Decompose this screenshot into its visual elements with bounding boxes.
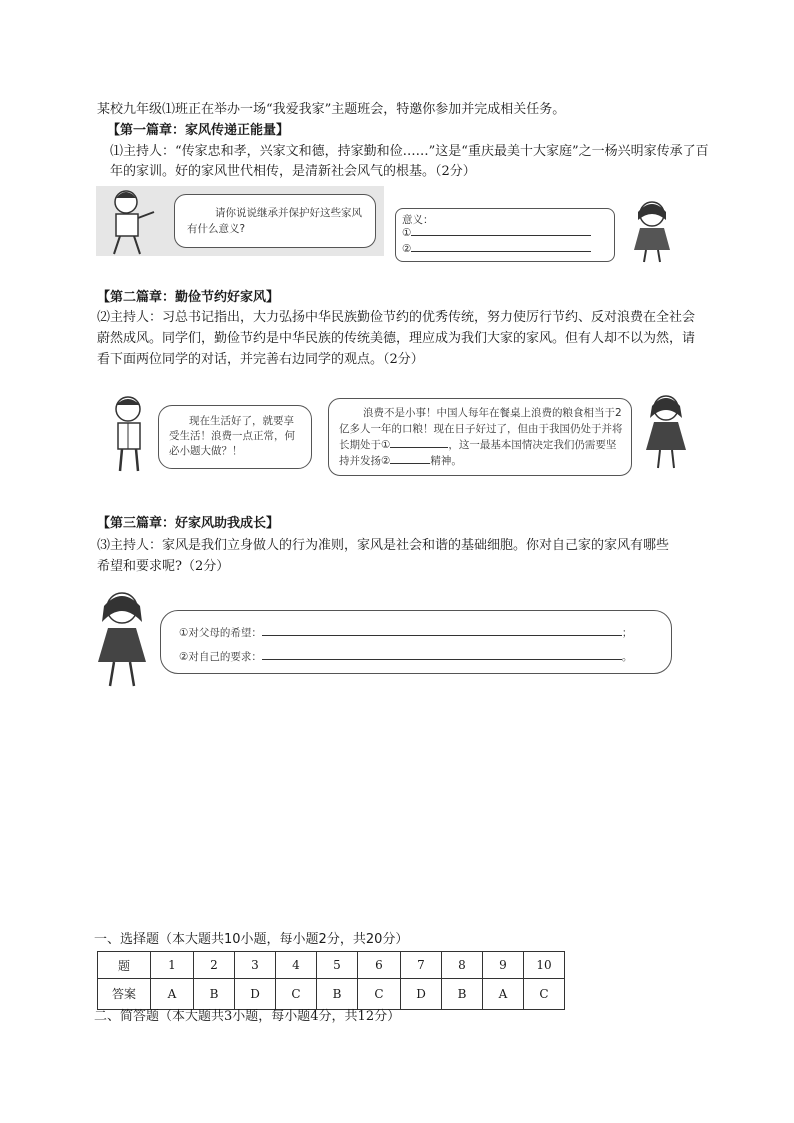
chapter3-question: ⑶主持人：家风是我们立身做人的行为准则，家风是社会和谐的基础细胞。你对自己家的家风有哪些希望和要求呢?（2分） bbox=[97, 538, 670, 574]
girl-illustration-1 bbox=[620, 198, 684, 264]
table-row-question bbox=[98, 952, 565, 979]
answer-letter: C bbox=[524, 979, 565, 1010]
chapter3-title: 【第三篇章：好家风助我成长】 bbox=[97, 516, 280, 531]
meaning-label: 意义： bbox=[402, 214, 434, 226]
chapter3-bubble bbox=[160, 610, 672, 674]
question-number: 2 bbox=[194, 952, 235, 979]
chapter1-title: 【第一篇章：家风传递正能量】 bbox=[107, 123, 290, 138]
parents-hope-line: ①对父母的希望： ； bbox=[179, 627, 633, 639]
blank-marker-1: ① bbox=[402, 227, 412, 239]
boy-illustration bbox=[96, 186, 166, 256]
chapter2-right-bubble bbox=[328, 398, 632, 476]
answer-table bbox=[97, 951, 565, 1010]
blank-marker-2: ② bbox=[402, 243, 412, 255]
answer-letter: C bbox=[276, 979, 317, 1010]
chapter2-right-text-c: 精神。 bbox=[430, 455, 462, 467]
parents-hope-label: ①对父母的希望： bbox=[179, 627, 262, 639]
self-requirement-blank[interactable] bbox=[262, 659, 622, 660]
chapter2-left-bubble-text: 现在生活好了，就要享受生活！浪费一点正常，何必小题大做？！ bbox=[169, 415, 295, 457]
chapter2-right-text-a: 浪费不是小事！中国人每年在餐桌上浪费的粮食相当于2亿多人一年的口粮！现在日子好过了，但由于我国仍处于并将长期处于① bbox=[339, 407, 623, 451]
section2-title-text: 二、简答题（本大题共3小题，每小题4分，共12分） bbox=[94, 1009, 401, 1024]
answer-letter: B bbox=[442, 979, 483, 1010]
meaning-line-1 bbox=[402, 227, 602, 239]
question-number: 6 bbox=[358, 952, 401, 979]
question-number: 4 bbox=[276, 952, 317, 979]
self-requirement-label: ②对自己的要求： bbox=[179, 651, 262, 663]
chapter1-left-bubble-text: 请你说说继承并保护好这些家风有什么意义? bbox=[187, 207, 362, 235]
chapter1-right-bubble bbox=[395, 208, 615, 262]
intro-text: 某校九年级⑴班正在举办一场“我爱我家”主题班会，特邀你参加并完成相关任务。 bbox=[97, 102, 566, 117]
girl-illustration-3 bbox=[84, 588, 160, 690]
answer-letter: D bbox=[235, 979, 276, 1010]
chapter1-left-panel bbox=[96, 186, 384, 256]
row-label-answer: 答案 bbox=[98, 979, 151, 1010]
question-number: 9 bbox=[483, 952, 524, 979]
chapter2-question: ⑵主持人：习总书记指出，大力弘扬中华民族勤俭节约的优秀传统，努力使厉行节约、反对浪费在全社会蔚然成风。同学们，勤俭节约是中华民族的传统美德，理应成为我们大家的家风。但有人却不以为然，请看下面两位同学的对话，并完善右边同学的观点。（2分） bbox=[97, 310, 696, 367]
girl-illustration-2 bbox=[636, 392, 696, 470]
question-number: 3 bbox=[235, 952, 276, 979]
question-number: 1 bbox=[151, 952, 194, 979]
chapter1-question-text: ⑴主持人：“传家忠和孝，兴家文和德，持家勤和俭……”这是“重庆最美十大家庭”之一杨兴明家传承了百年的家训。好的家风世代相传，是清新社会风气的根基。（2分） bbox=[110, 144, 709, 179]
answer-letter: A bbox=[151, 979, 194, 1010]
question-number: 8 bbox=[442, 952, 483, 979]
section1-title-text: 一、选择题（本大题共10小题，每小题2分，共20分） bbox=[94, 932, 409, 947]
table-row-answer bbox=[98, 979, 565, 1010]
question-number: 7 bbox=[401, 952, 442, 979]
question-number: 5 bbox=[317, 952, 358, 979]
meaning-line-2 bbox=[402, 243, 602, 255]
answer-letter: C bbox=[358, 979, 401, 1010]
chapter2-right-text-b: ，这一最基本国情决定我们仍需要坚持并发扬② bbox=[339, 439, 617, 467]
answer-blank-1[interactable] bbox=[390, 447, 448, 448]
chapter1-left-bubble bbox=[174, 194, 376, 248]
section2-title bbox=[94, 1007, 400, 1027]
self-requirement-line: ②对自己的要求： 。 bbox=[179, 651, 633, 663]
answer-letter: B bbox=[317, 979, 358, 1010]
answer-letter: D bbox=[401, 979, 442, 1010]
boy-illustration-2 bbox=[104, 393, 154, 475]
answer-letter: B bbox=[194, 979, 235, 1010]
chapter1-question bbox=[110, 142, 710, 182]
question-number: 10 bbox=[524, 952, 565, 979]
answer-blank-2[interactable] bbox=[390, 463, 430, 464]
parents-hope-blank[interactable] bbox=[262, 635, 622, 636]
section1-title bbox=[94, 930, 408, 950]
row-label-question: 题 bbox=[98, 952, 151, 979]
answer-letter: A bbox=[483, 979, 524, 1010]
chapter2-title: 【第二篇章：勤俭节约好家风】 bbox=[97, 290, 280, 305]
chapter2-left-bubble bbox=[158, 405, 312, 469]
chapter2-right-bubble-text bbox=[339, 405, 625, 469]
